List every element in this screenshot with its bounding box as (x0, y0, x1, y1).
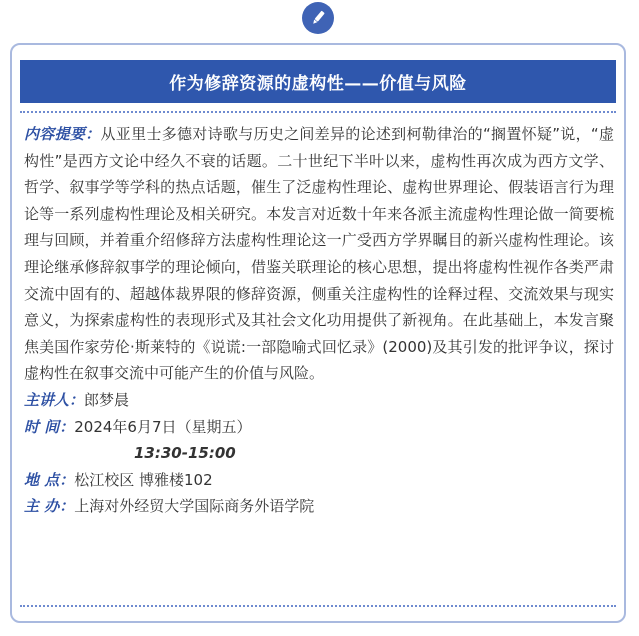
event-card (10, 43, 626, 623)
time-date: 2024年6月7日（星期五） (74, 417, 252, 436)
bottom-divider (20, 605, 616, 607)
host-line (24, 493, 614, 520)
time-hours: 13:30-15:00 (134, 444, 236, 463)
abstract (24, 121, 614, 387)
abstract-text: 从亚里士多德对诗歌与历史之间差异的论述到柯勒律治的“搁置怀疑”说，“虚构性”是西方文论中经久不衰的话题。二十世纪下半叶以来，虚构性再次成为西方文学、哲学、叙事学等学科的热点话题，催生了泛虚构性理论、虚构世界理论、假装语言行为理论等一系列虚构性理论及相关研究。本发言对近数十年来各派主流虚构性理论做一简要梳理与回顾，并着重介绍修辞方法虚构性理论这一广受西方学界瞩目的新兴虚构性理论。该理论继承修辞叙事学的理论倾向，借鉴关联理论的核心思想，提出将虚构性视作各类严肃交流中固有的、超越体裁界限的修辞资源，侧重关注虚构性的诠释过程、交流效果与现实意义，为探索虚构性的表现形式及其社会文化功用提供了新视角。在此基础上，本发言聚焦美国作家劳伦·斯莱特的《说谎:一部隐喻式回忆录》(2000)及其引发的批评争议，探讨虚构性在叙事交流中可能产生的价值与风险。 (24, 125, 614, 383)
content (24, 121, 614, 520)
page-title: 作为修辞资源的虚构性——价值与风险 (169, 74, 467, 94)
location-label: 地 点： (24, 470, 75, 489)
abstract-label: 内容提要： (24, 125, 101, 143)
speaker-label: 主讲人： (24, 390, 85, 409)
title-bar (20, 60, 616, 103)
host-value: 上海对外经贸大学国际商务外语学院 (74, 497, 315, 516)
speaker-value: 郎梦晨 (84, 390, 130, 409)
top-divider (20, 111, 616, 113)
time-line (24, 414, 614, 441)
speaker-line (24, 387, 614, 414)
pencil-badge (302, 2, 334, 34)
time-label: 时 间： (24, 417, 75, 436)
location-line (24, 467, 614, 494)
location-value: 松江校区 博雅楼102 (74, 470, 213, 489)
pencil-icon (308, 8, 328, 28)
host-label: 主 办： (24, 497, 75, 516)
